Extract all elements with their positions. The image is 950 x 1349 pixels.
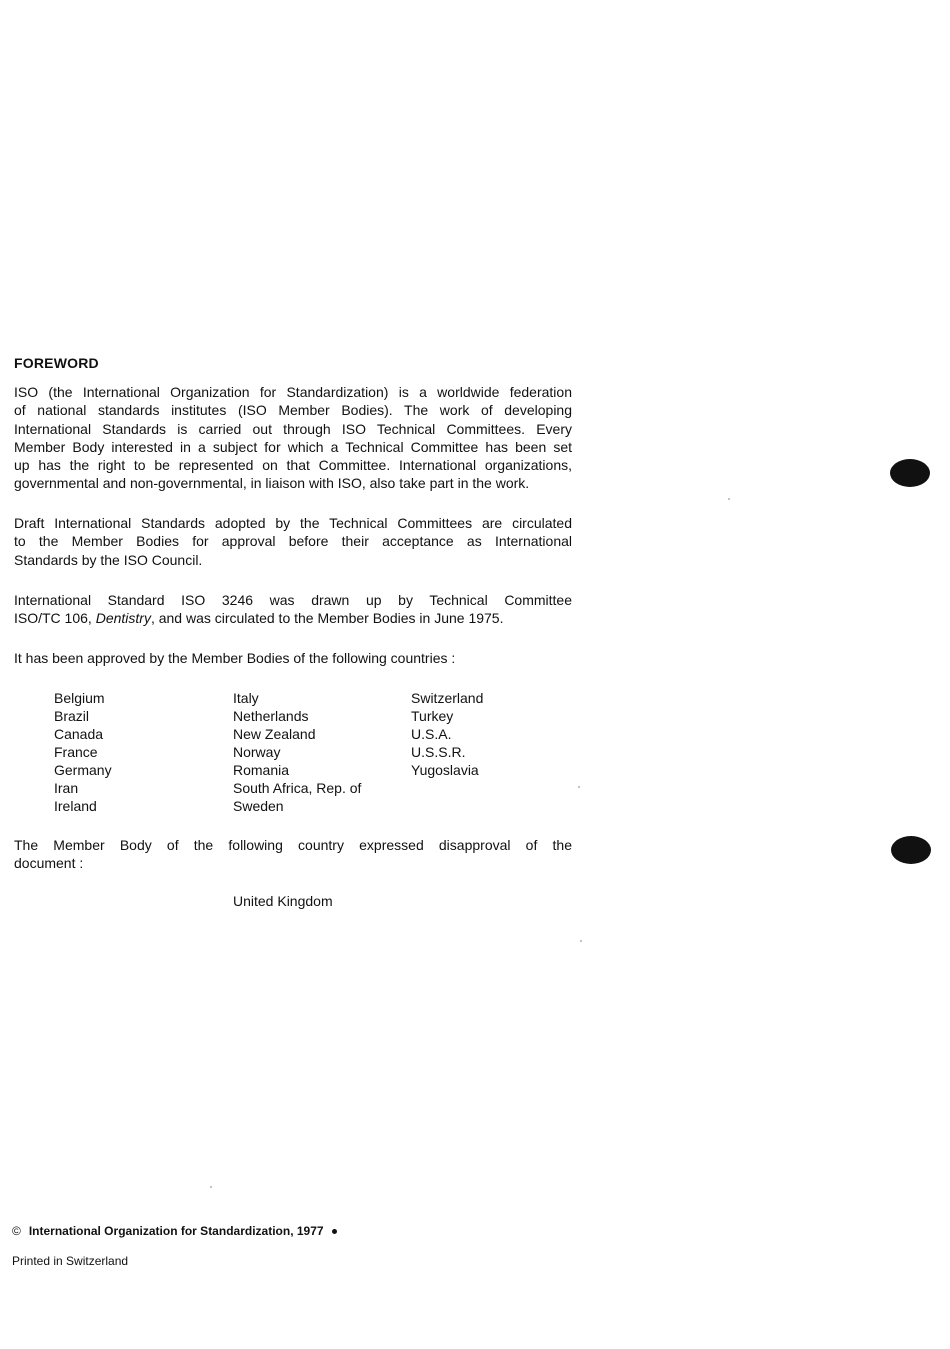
country-item: Norway <box>233 744 281 760</box>
country-column-2 <box>233 689 361 815</box>
bullet-icon <box>332 1229 337 1234</box>
scan-speck <box>728 498 730 500</box>
foreword-paragraph-1 <box>14 383 572 493</box>
paragraph-line: Standards by the ISO Council. <box>14 551 203 568</box>
foreword-paragraph-3 <box>14 591 572 628</box>
foreword-paragraph-4 <box>14 649 572 667</box>
paragraph-line: Member Body interested in a subject for which a Technical Committee has been set <box>14 438 572 455</box>
paragraph-line: to the Member Bodies for approval before their acceptance as International <box>14 533 572 550</box>
country-item: Switzerland <box>411 690 484 706</box>
scan-speck <box>210 1186 212 1188</box>
country-column-1 <box>54 689 112 815</box>
country-item: Yugoslavia <box>411 762 479 778</box>
paragraph-line: governmental and non-governmental, in liaison with ISO, also take part in the work. <box>14 475 530 492</box>
paragraph-line: up has the right to be represented on that Committee. International organizations, <box>14 457 572 474</box>
paragraph-line: Draft International Standards adopted by the Technical Committees are circulated <box>14 515 572 531</box>
country-item: Canada <box>54 726 104 742</box>
scan-speck <box>578 786 580 788</box>
copyright-icon: © <box>12 1224 21 1238</box>
paragraph-line: It has been approved by the Member Bodies of the following countries : <box>14 650 456 666</box>
country-item: U.S.A. <box>411 726 452 742</box>
paragraph-line <box>14 609 572 627</box>
paragraph-line: International Standard ISO 3246 was drawn up by Technical Committee <box>14 592 572 608</box>
foreword-paragraph-5 <box>14 836 572 873</box>
paragraph-line: ISO (the International Organization for Standardization) is a worldwide federation <box>14 384 572 400</box>
country-item: Romania <box>233 762 290 778</box>
country-item: Netherlands <box>233 708 309 724</box>
paragraph-line: International Standards is carried out through ISO Technical Committees. Every <box>14 420 572 437</box>
country-item: U.S.S.R. <box>411 744 466 760</box>
punch-hole-icon <box>891 836 931 864</box>
paragraph-line: document : <box>14 855 84 872</box>
disapproving-country: United Kingdom <box>233 893 333 909</box>
scan-speck <box>580 940 582 942</box>
text-fragment: , and was circulated to the Member Bodies in June 1975. <box>150 610 504 627</box>
country-item: South Africa, Rep. of <box>233 780 362 796</box>
foreword-paragraph-2 <box>14 514 572 569</box>
country-item: Turkey <box>411 708 454 724</box>
country-column-3 <box>411 689 483 779</box>
paragraph-line: of national standards institutes (ISO Member Bodies). The work of developing <box>14 402 572 419</box>
printed-in: Printed in Switzerland <box>12 1254 129 1268</box>
country-item: Germany <box>54 762 112 778</box>
committee-title: Dentistry <box>95 610 151 627</box>
country-item: Sweden <box>233 798 284 814</box>
country-item: Ireland <box>54 798 97 814</box>
country-item: Iran <box>54 780 79 796</box>
country-item: Italy <box>233 690 259 706</box>
copyright-text: International Organization for Standardization, 1977 <box>28 1224 324 1238</box>
country-item: Brazil <box>54 708 90 724</box>
country-item: New Zealand <box>233 726 316 742</box>
text-fragment: ISO/TC 106, <box>14 610 96 627</box>
paragraph-line: The Member Body of the following country expressed disapproval of the <box>14 837 572 853</box>
punch-hole-icon <box>890 459 930 487</box>
copyright-notice <box>12 1224 337 1238</box>
foreword-heading: FOREWORD <box>14 355 99 371</box>
country-item: Belgium <box>54 690 105 706</box>
country-item: France <box>54 744 98 760</box>
